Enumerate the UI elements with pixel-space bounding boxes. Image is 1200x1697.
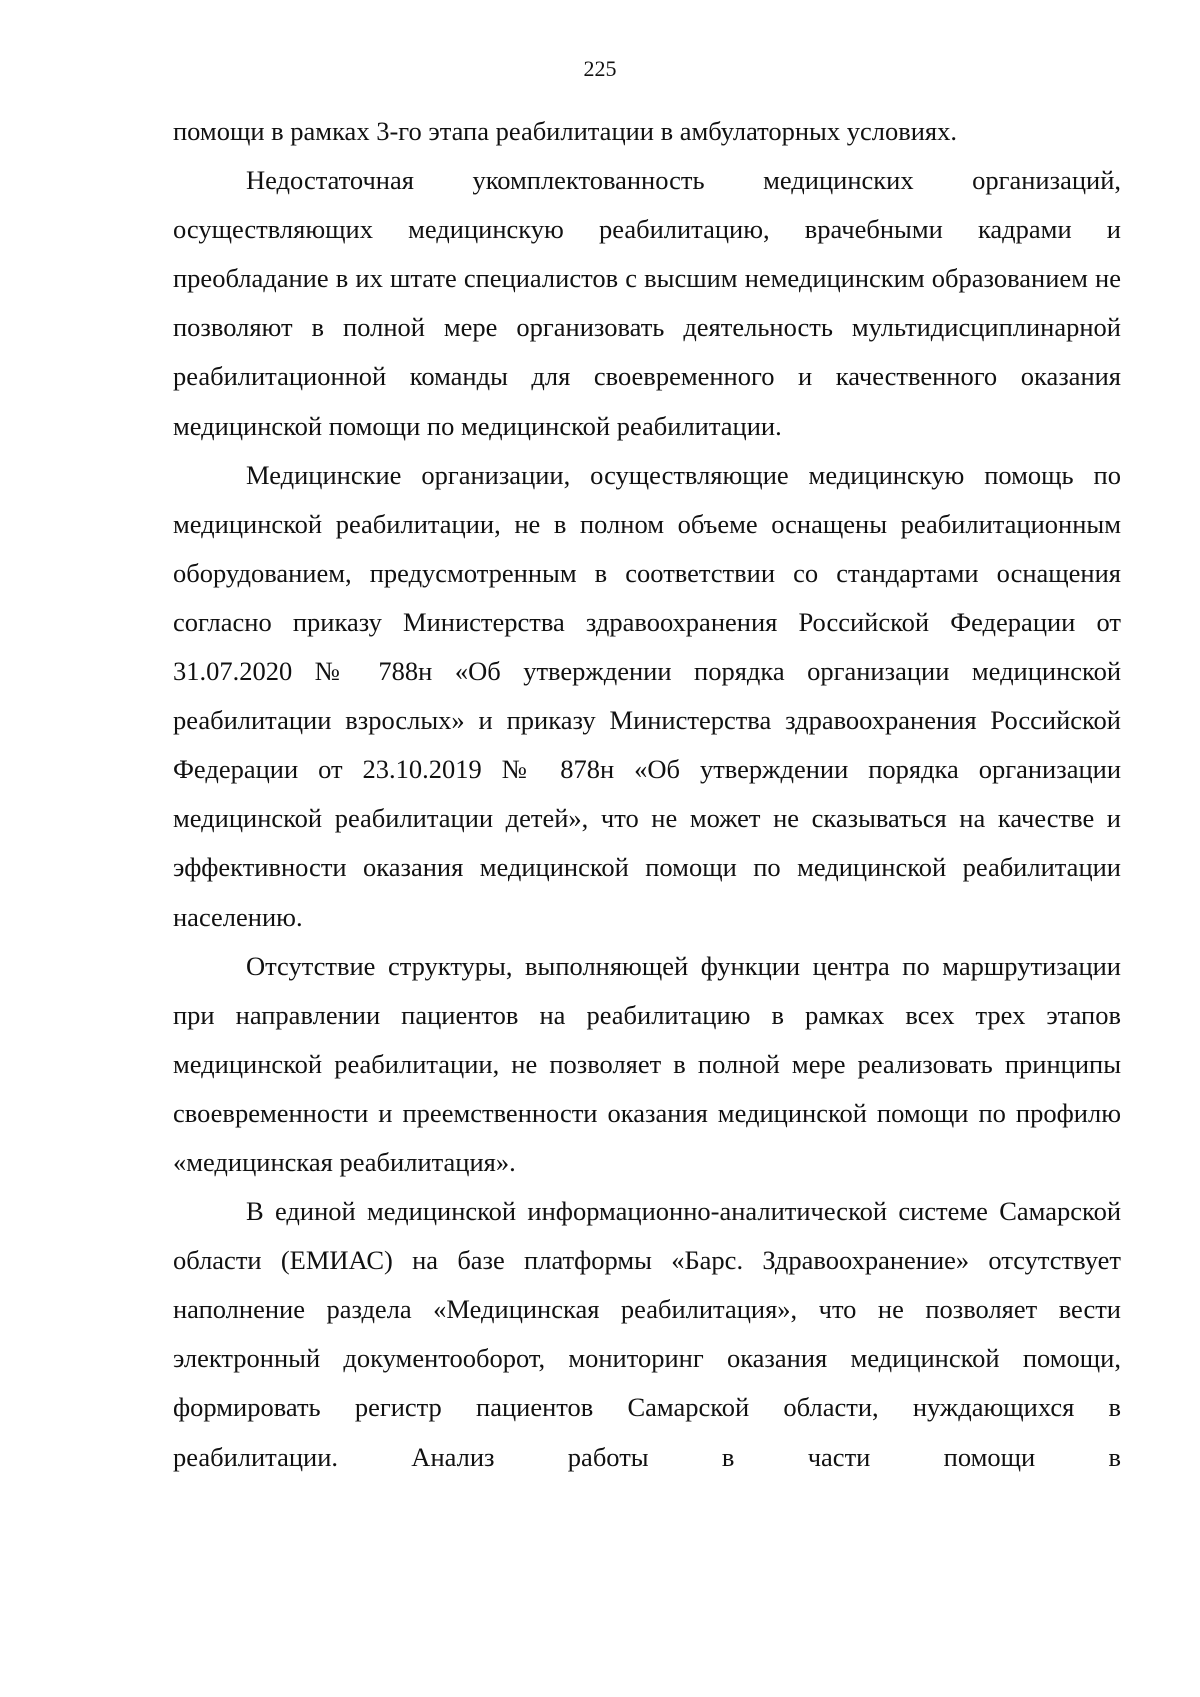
paragraph-emias: В единой медицинской информационно-аналитической системе Самарской области (ЕМИАС) на базе платформы «Барс. Здравоохранение» отсутствует наполнение раздела «Медицинская реабилитация», что не позволяет вести электронный документооборот, мониторинг оказания медицинской помощи, формировать регистр пациентов Самарской области, нуждающихся в реабилитации. Анализ работы в части помощи в [173, 1196, 1121, 1472]
paragraph-continuation: помощи в рамках 3-го этапа реабилитации в амбулаторных условиях. [173, 116, 957, 146]
page-number: 225 [583, 56, 617, 81]
body-text [173, 107, 1121, 1482]
paragraph-equipment: Медицинские организации, осуществляющие медицинскую помощь по медицинской реабилитации, не в полном объеме оснащены реабилитационным оборудованием, предусмотренным в соответствии со стандартами оснащения согласно приказу Министерства здравоохранения Российской Федерации от 31.07.2020 № 788н «Об утверждении порядка организации медицинской реабилитации взрослых» и приказу Министерства здравоохранения Российской Федерации от 23.10.2019 № 878н «Об утверждении порядка организации медицинской реабилитации детей», что не может не сказываться на качестве и эффективности оказания медицинской помощи по медицинской реабилитации населению. [173, 459, 1121, 932]
paragraph-staffing: Недостаточная укомплектованность медицинских организаций, осуществляющих медицинскую реабилитацию, врачебными кадрами и преобладание в их штате специалистов с высшим немедицинским образованием не позволяют в полной мере организовать деятельность мультидисциплинарной реабилитационной команды для своевременного и качественного оказания медицинской помощи по медицинской реабилитации. [173, 165, 1121, 441]
paragraph-routing: Отсутствие структуры, выполняющей функции центра по маршрутизации при направлении пациентов на реабилитацию в рамках всех трех этапов медицинской реабилитации, не позволяет в полной мере реализовать принципы своевременности и преемственности оказания медицинской помощи по профилю «медицинская реабилитация». [173, 950, 1121, 1177]
